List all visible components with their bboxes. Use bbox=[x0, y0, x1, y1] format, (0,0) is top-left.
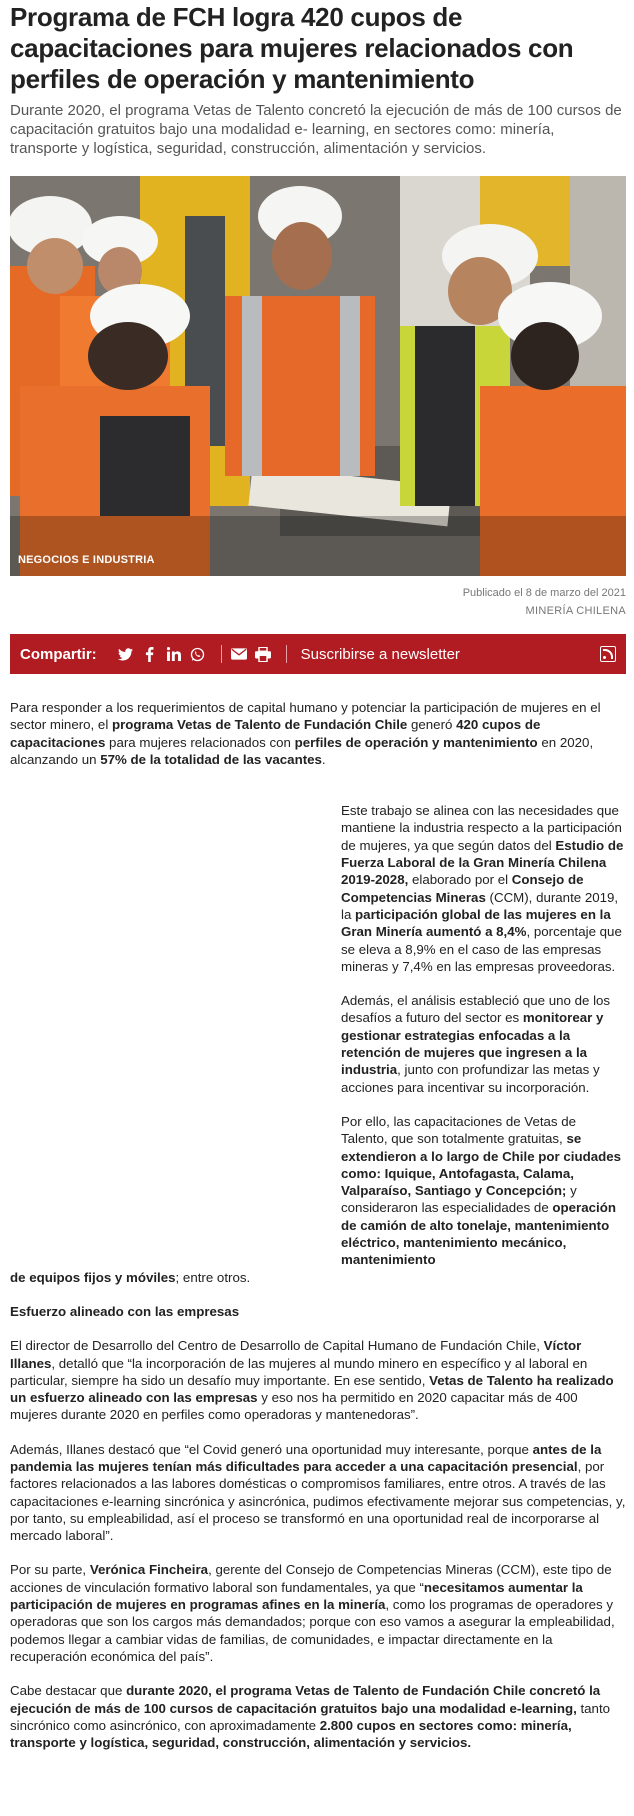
paragraph: Por su parte, Verónica Fincheira, gerente del Consejo de Competencias Mineras (CCM), este tipo de acciones de vinculación formativo laboral son fundamentales, ya que “necesitamos aumentar la participación de mujeres en programas afines en la minería, como los programas de operadores y operadoras que son los cargos más demandados; porque con eso vamos a asegurar la empleabilidad, podemos llegar a cambiar vidas de familias, de comunidades, e impactar directamente en la recuperación económica del país”. bbox=[10, 1562, 615, 1664]
article-source[interactable]: MINERÍA CHILENA bbox=[525, 605, 626, 617]
paragraph: Además, el análisis estableció que uno de los desafíos a futuro del sector es monitorear y gestionar estrategias enfocadas a la retención de mujeres que ingresen a la industria, junto con profundizar las metas y acciones para incentivar su incorporación. bbox=[341, 993, 611, 1095]
share-bar bbox=[10, 634, 626, 674]
share-separator bbox=[221, 645, 222, 663]
whatsapp-icon[interactable] bbox=[189, 645, 207, 663]
article-meta bbox=[10, 584, 626, 620]
newsletter-link[interactable]: Suscribirse a newsletter bbox=[300, 645, 460, 663]
share-separator bbox=[286, 645, 287, 663]
publish-date: Publicado el 8 de marzo del 2021 bbox=[462, 587, 626, 599]
paragraph: Además, Illanes destacó que “el Covid generó una oportunidad muy interesante, porque antes de la pandemia las mujeres tenían más dificultades para acceder a una capacitación presencial, por factores relacionados a las labores domésticas o compromisos familiares, entre otros. A través de las capacitaciones e-learning sincrónica y asincrónica, pudimos efectivamente mejorar sus competencias, y, por tanto, su empleabilidad, así el proceso se transformó en una oportunidad real de incorporarse al mercado laboral”. bbox=[10, 1441, 626, 1544]
linkedin-icon[interactable] bbox=[165, 645, 183, 663]
paragraph: Cabe destacar que durante 2020, el programa Vetas de Talento de Fundación Chile concretó la ejecución de más de 100 cursos de capacitación gratuitos bajo una modalidad e-learning, tanto sincrónico como asincrónico, con aproximadamente 2.800 cupos en sectores como: minería, transporte y logística, seguridad, construcción, alimentación y servicios. bbox=[10, 1683, 611, 1751]
workers-photo-illustration bbox=[10, 176, 626, 576]
article-photo bbox=[10, 176, 626, 576]
email-icon[interactable] bbox=[230, 645, 248, 663]
paragraph: de equipos fijos y móviles; entre otros. bbox=[10, 1269, 251, 1285]
rss-icon[interactable] bbox=[600, 646, 616, 662]
right-column bbox=[341, 802, 626, 1268]
facebook-icon[interactable] bbox=[141, 645, 159, 663]
article-body bbox=[10, 699, 626, 1751]
print-icon[interactable] bbox=[254, 645, 272, 663]
section-subheading: Esfuerzo alineado con las empresas bbox=[10, 1303, 240, 1319]
image-category-label[interactable]: NEGOCIOS E INDUSTRIA bbox=[18, 554, 155, 566]
article-title: Programa de FCH logra 420 cupos de capacitaciones para mujeres relacionados con perfiles de operación y mantenimiento bbox=[10, 2, 574, 94]
paragraph: Para responder a los requerimientos de capital humano y potenciar la participación de mujeres en el sector minero, el programa Vetas de Talento de Fundación Chile generó 420 cupos de capacitaciones para mujeres relacionados con perfiles de operación y mantenimiento en 2020, alcanzando un 57% de la totalidad de las vacantes. bbox=[10, 700, 601, 767]
paragraph: El director de Desarrollo del Centro de Desarrollo de Capital Humano de Fundación Chile, Víctor Illanes, detalló que “la incorporación de las mujeres al mundo minero en específico y al laboral en particular, siempre ha sido un desafío muy importante. En ese sentido, Vetas de Talento ha realizado un esfuerzo alineado con las empresas y eso nos ha permitido en 2020 capacitar más de 400 mujeres durante 2020 en perfiles como operadoras y mantenedoras”. bbox=[10, 1338, 614, 1423]
paragraph: Por ello, las capacitaciones de Vetas de Talento, que son totalmente gratuitas, se extendieron a lo largo de Chile por ciudades como: Iquique, Antofagasta, Calama, Valparaíso, Santiago y Concepción; y consideraron las especialidades de operación de camión de alto tonelaje, mantenimiento eléctrico, mantenimiento mecánico, mantenimiento bbox=[341, 1113, 622, 1268]
share-label: Compartir: bbox=[20, 645, 97, 663]
article-lead: Durante 2020, el programa Vetas de Talento concretó la ejecución de más de 100 cursos de capacitación gratuitos bajo una modalidad e- learning, en sectores como: minería, transporte y logística, seguridad, construcción, alimentación y servicios. bbox=[10, 102, 622, 157]
paragraph: Este trabajo se alinea con las necesidades que mantiene la industria respecto a la participación de mujeres, ya que según datos del Estudio de Fuerza Laboral de la Gran Minería Chilena 2019-2028, elaborado por el Consejo de Competencias Mineras (CCM), durante 2019, la participación global de las mujeres en la Gran Minería aumentó a 8,4%, porcentaje que se eleva a 8,9% en el caso de las empresas mineras y 7,4% en las empresas proveedoras. bbox=[341, 803, 624, 974]
twitter-icon[interactable] bbox=[117, 645, 135, 663]
